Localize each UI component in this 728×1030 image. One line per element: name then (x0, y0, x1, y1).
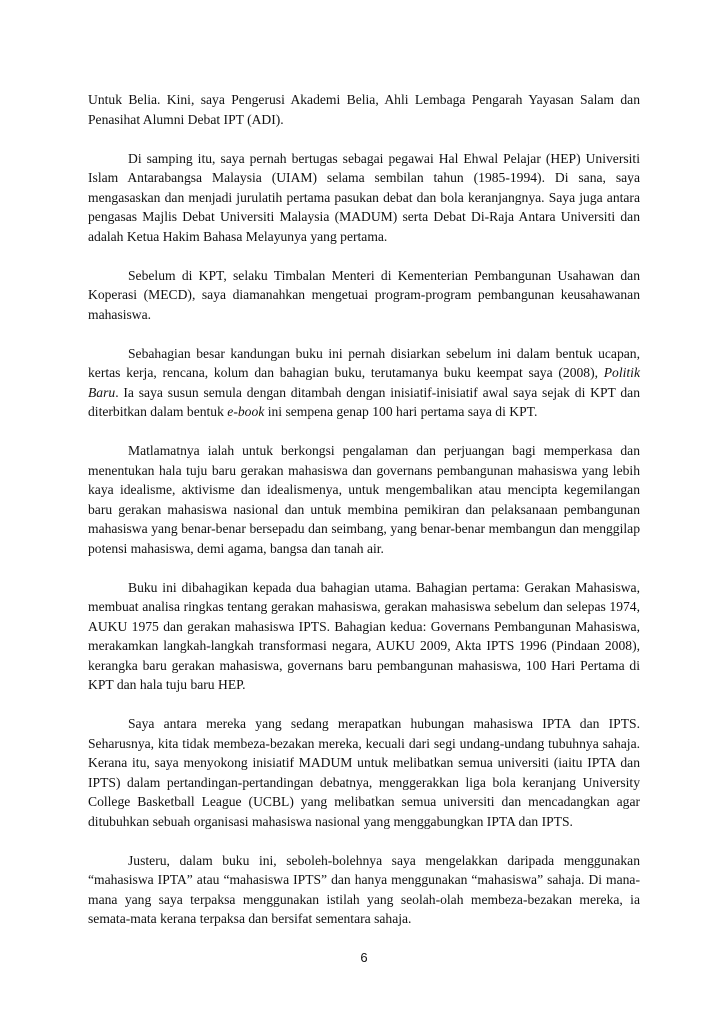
text-run: Buku ini dibahagikan kepada dua bahagian utama. Bahagian pertama: Gerakan Mahasiswa, membuat analisa ringkas tentang gerakan mahasiswa, gerakan mahasiswa sebelum dan selepas 1974, AUKU 1975 dan gerakan mahasiswa IPTS. Bahagian kedua: Governans Pembangunan Mahasiswa, merakamkan langkah-langkah transformasi negara, AUKU 2009, Akta IPTS 1996 (Pindaan 2008), kerangka baru gerakan mahasiswa, governans baru pembangunan mahasiswa, 100 Hari Pertama di KPT dan hala tuju baru HEP. (88, 579, 640, 692)
text-run: Saya antara mereka yang sedang merapatkan hubungan mahasiswa IPTA dan IPTS. Seharusnya, kita tidak membeza-bezakan mereka, kecuali dari segi undang-undang tubuhnya sahaja. Kerana itu, saya menyokong inisiatif MADUM untuk melibatkan semua universiti (iaitu IPTA dan IPTS) dalam pertandingan-pertandingan debatnya, menggerakkan liga bola keranjang University College Basketball League (UCBL) yang melibatkan semua universiti dan mencadangkan agar ditubuhkan sebuah organisasi mahasiswa nasional yang menggabungkan IPTA dan IPTS. (88, 716, 640, 829)
text-run: Untuk Belia. Kini, saya Pengerusi Akademi Belia, Ahli Lembaga Pengarah Yayasan Salam dan Penasihat Alumni Debat IPT (ADI). (88, 92, 640, 127)
paragraph (88, 90, 640, 129)
text-run: Sebelum di KPT, selaku Timbalan Menteri di Kementerian Pembangunan Usahawan dan Koperasi (MECD), saya diamanahkan mengetuai program-program pembangunan keusahawanan mahasiswa. (88, 267, 640, 322)
text-run: Di samping itu, saya pernah bertugas sebagai pegawai Hal Ehwal Pelajar (HEP) Universiti Islam Antarabangsa Malaysia (UIAM) selama sembilan tahun (1985-1994). Di sana, saya mengasaskan dan menjadi jurulatih pertama pasukan debat dan bola keranjangnya. Saya juga antara pengasas Majlis Debat Universiti Malaysia (MADUM) serta Debat Di-Raja Antara Universiti dan adalah Ketua Hakim Bahasa Melayunya yang pertama. (88, 150, 640, 244)
italic-text: e-book (227, 404, 265, 419)
paragraph (88, 578, 640, 695)
text-run: ini sempena genap 100 hari pertama saya di KPT. (264, 404, 538, 419)
paragraph (88, 266, 640, 325)
text-run: Sebahagian besar kandungan buku ini pernah disiarkan sebelum ini dalam bentuk ucapan, kertas kerja, rencana, kolum dan bahagian buku, terutamanya buku keempat saya (2008), (88, 345, 640, 380)
page-number: 6 (360, 950, 368, 965)
paragraph (88, 149, 640, 247)
text-run: Justeru, dalam buku ini, seboleh-bolehnya saya mengelakkan daripada menggunakan “mahasiswa IPTA” atau “mahasiswa IPTS” dan hanya menggunakan “mahasiswa” sahaja. Di mana-mana yang saya terpaksa menggunakan istilah yang seolah-olah membeza-bezakan mereka, ia semata-mata kerana terpaksa dan bersifat sementara sahaja. (88, 852, 640, 926)
body-text (88, 90, 640, 948)
paragraph (88, 344, 640, 422)
text-run: . Ia saya susun semula dengan ditambah dengan inisiatif-inisiatif awal saya sejak di KPT dan diterbitkan dalam bentuk (88, 384, 640, 419)
paragraph (88, 441, 640, 558)
paragraph (88, 714, 640, 831)
italic-text: Politik Baru (88, 365, 640, 400)
text-run: Matlamatnya ialah untuk berkongsi pengalaman dan perjuangan bagi memperkasa dan menentukan hala tuju baru gerakan mahasiswa dan governans pembangunan mahasiswa yang lebih kaya idealisme, aktivisme dan idealismenya, untuk mengembalikan atau mencipta kegemilangan baru gerakan mahasiswa nasional dan untuk membina pemikiran dan pelaksanaan pembangunan mahasiswa yang benar-benar bersepadu dan seimbang, yang benar-benar membangun dan menggilap potensi mahasiswa, demi agama, bangsa dan tanah air. (88, 443, 640, 556)
paragraph (88, 851, 640, 929)
